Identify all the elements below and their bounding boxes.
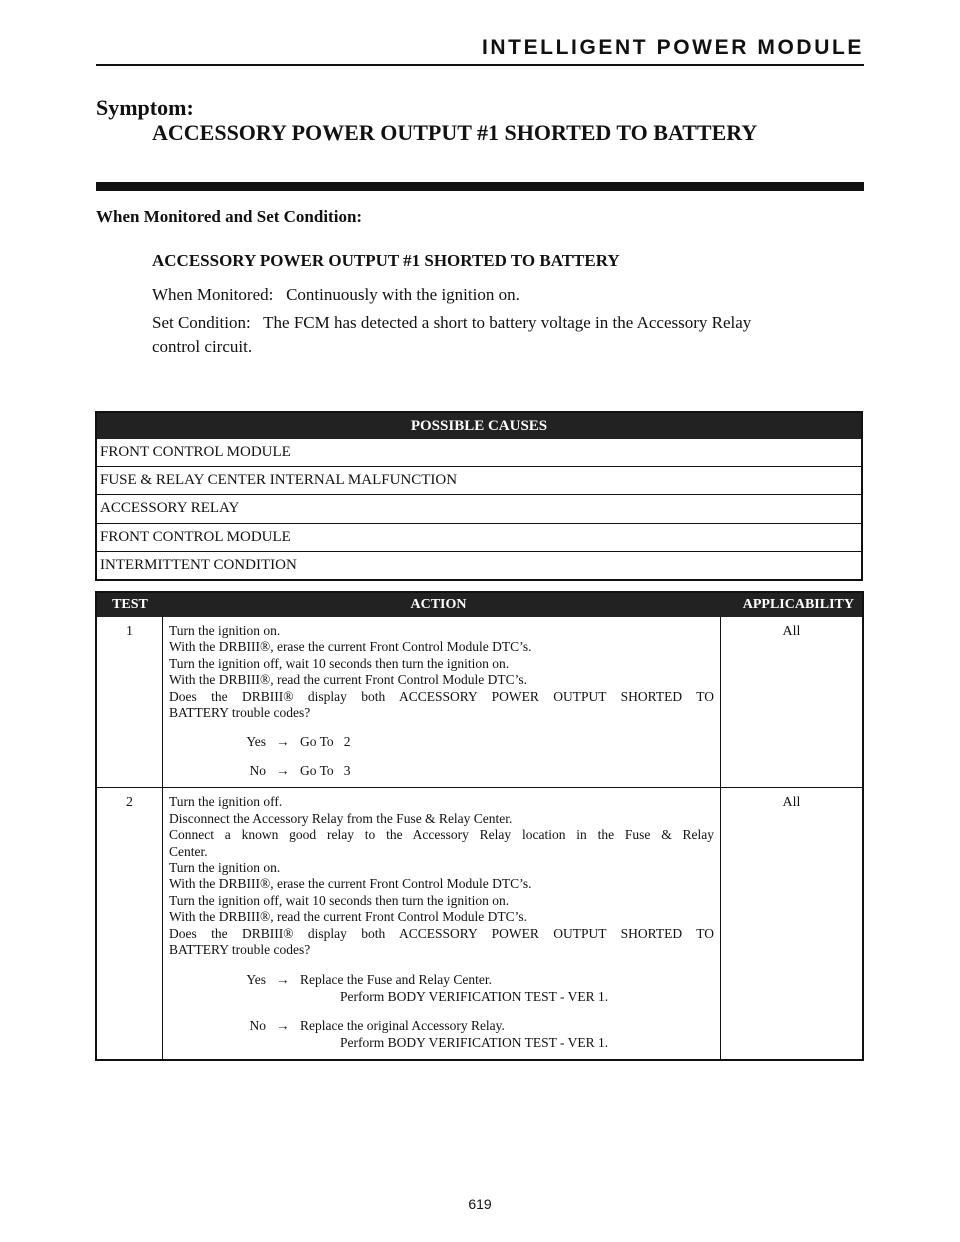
test-column-header: TEST [112, 597, 148, 612]
action-line: Turn the ignition off, wait 10 seconds then turn the ignition on. [169, 655, 510, 671]
arrow-icon: → [276, 971, 290, 987]
test-applicability: All [782, 795, 801, 811]
header-divider [96, 64, 864, 66]
test-row-2 [97, 787, 862, 1058]
action-line: Connect a known good relay to the Accessory Relay location in the Fuse & Relay [169, 827, 714, 843]
action-line: Turn the ignition on. [169, 860, 281, 876]
test-applicability: All [782, 624, 801, 639]
action-line: Does the DRBIII® display both ACCESSORY POWER OUTPUT SHORTED TO [169, 688, 714, 704]
no-label: No [249, 763, 266, 779]
action-line: Turn the ignition off, wait 10 seconds then turn the ignition on. [169, 892, 510, 908]
test-row-1 [97, 617, 862, 787]
symptom-label: Symptom: [96, 95, 194, 120]
yes-result [300, 971, 714, 1005]
action-line: With the DRBIII®, erase the current Front Control Module DTC’s. [169, 639, 532, 655]
yes-result: Go To 2 [300, 734, 351, 750]
test-number: 2 [97, 788, 163, 1058]
section-title: INTELLIGENT POWER MODULE [481, 36, 864, 59]
no-branch [169, 1017, 714, 1051]
action-line: BATTERY trouble codes? [169, 942, 311, 958]
cause-item: FRONT CONTROL MODULE [100, 444, 291, 460]
applicability-column-header: APPLICABILITY [742, 597, 854, 612]
test-procedure-table [95, 591, 864, 1061]
no-result-subtext: Perform BODY VERIFICATION TEST - VER 1. [340, 1034, 609, 1050]
action-line: Turn the ignition off. [169, 794, 283, 810]
cause-item: ACCESSORY RELAY [97, 494, 861, 522]
when-monitored-text: When Monitored: Continuously with the ignition on. [152, 285, 520, 304]
yes-label: Yes [246, 734, 266, 750]
arrow-icon: → [276, 734, 290, 750]
action-line: With the DRBIII®, read the current Front Control Module DTC’s. [169, 909, 528, 925]
no-branch [169, 762, 714, 779]
cause-item: FUSE & RELAY CENTER INTERNAL MALFUNCTION [97, 466, 861, 494]
test-number: 1 [97, 617, 163, 787]
yes-label: Yes [246, 971, 266, 987]
action-line: Center. [169, 843, 208, 859]
cause-item: FRONT CONTROL MODULE [97, 523, 861, 551]
action-line: Disconnect the Accessory Relay from the Fuse & Relay Center. [169, 810, 513, 826]
yes-result-text: Replace the Fuse and Relay Center. [300, 971, 492, 987]
action-column-header: ACTION [410, 597, 467, 612]
yes-branch [169, 971, 714, 1005]
symptom-divider-bar [96, 182, 864, 191]
symptom-title: ACCESSORY POWER OUTPUT #1 SHORTED TO BATTERY [152, 120, 758, 145]
test-table-header [97, 593, 862, 617]
yes-result-subtext: Perform BODY VERIFICATION TEST - VER 1. [340, 988, 609, 1004]
action-line: With the DRBIII®, erase the current Front Control Module DTC’s. [169, 876, 532, 892]
possible-causes-header: POSSIBLE CAUSES [97, 413, 861, 439]
no-result [300, 1017, 714, 1051]
page-number: 619 [468, 1196, 492, 1212]
monitor-code: ACCESSORY POWER OUTPUT #1 SHORTED TO BATTERY [152, 251, 620, 270]
cause-item: INTERMITTENT CONDITION [97, 551, 861, 579]
arrow-icon: → [276, 1017, 290, 1033]
action-line: Does the DRBIII® display both ACCESSORY POWER OUTPUT SHORTED TO [169, 925, 714, 941]
no-label: No [249, 1017, 266, 1033]
monitor-heading: When Monitored and Set Condition: [96, 207, 363, 226]
possible-causes-table [95, 411, 863, 581]
arrow-icon: → [276, 763, 290, 779]
yes-branch [169, 733, 714, 750]
set-condition-text: Set Condition: The FCM has detected a short to battery voltage in the Accessory Relay [152, 313, 752, 332]
test-action [163, 617, 721, 787]
action-line: Turn the ignition on. [169, 623, 281, 638]
test-action [163, 788, 721, 1058]
no-result: Go To 3 [300, 763, 351, 779]
set-condition-text-cont: control circuit. [152, 337, 253, 356]
action-line: With the DRBIII®, read the current Front Control Module DTC’s. [169, 672, 528, 688]
no-result-text: Replace the original Accessory Relay. [300, 1017, 505, 1033]
action-line: BATTERY trouble codes? [169, 705, 311, 721]
